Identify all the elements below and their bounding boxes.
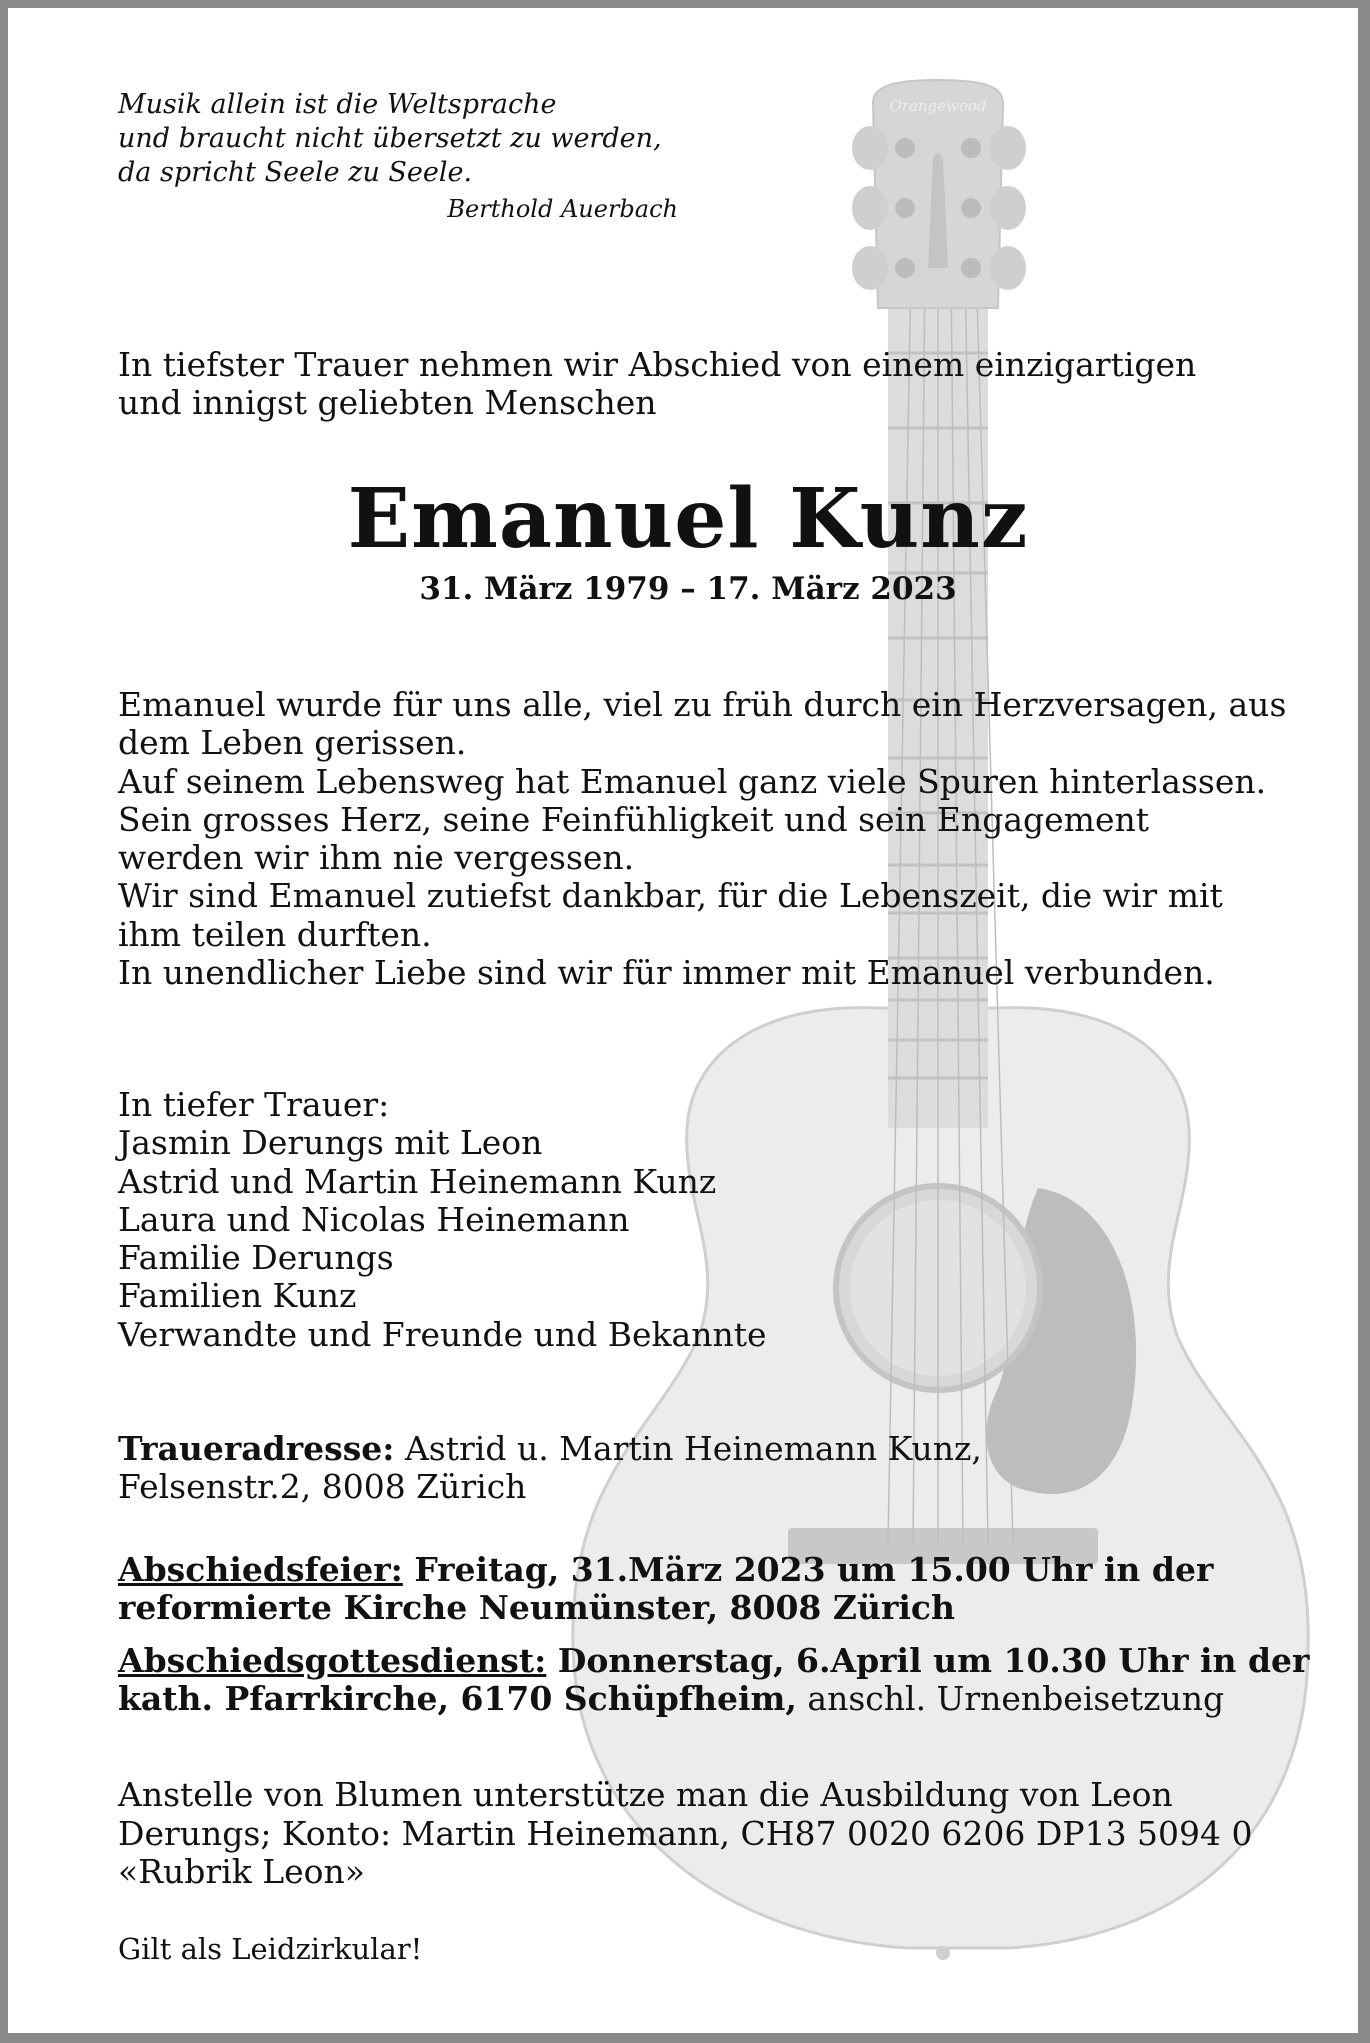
quote-line: Musik allein ist die Weltsprache: [118, 89, 557, 120]
mourner-item: Familien Kunz: [118, 1276, 357, 1316]
mourners-list: [118, 1086, 767, 1354]
tribute-line: In unendlicher Liebe sind wir für immer mit Emanuel verbunden.: [118, 953, 1215, 993]
quote-author: Berthold Auerbach: [447, 195, 678, 223]
farewell-line2: reformierte Kirche Neumünster, 8008 Zürich: [118, 1588, 955, 1627]
mourning-address: [118, 1430, 982, 1506]
donation-line: Derungs; Konto: Martin Heinemann, CH87 0020 6206 DP13 5094 0: [118, 1813, 1253, 1853]
tribute-text: [118, 686, 1286, 992]
intro-line: In tiefster Trauer nehmen wir Abschied von einem einzigartigen: [118, 345, 1197, 384]
quote-block: [118, 88, 678, 226]
mourner-item: Familie Derungs: [118, 1238, 394, 1278]
tribute-line: Auf seinem Lebensweg hat Emanuel ganz viele Spuren hinterlassen.: [118, 761, 1267, 801]
memorial-service: [118, 1642, 1309, 1718]
donation-note: [118, 1776, 1253, 1892]
donation-line: «Rubrik Leon»: [118, 1852, 365, 1891]
life-dates: 31. März 1979 – 17. März 2023: [419, 571, 957, 607]
quote-line: und braucht nicht übersetzt zu werden,: [118, 123, 662, 154]
tribute-line: Wir sind Emanuel zutiefst dankbar, für die Lebenszeit, die wir mit: [118, 876, 1223, 916]
tribute-line: Sein grosses Herz, seine Feinfühligkeit und sein Engagement: [118, 799, 1149, 839]
address-label: Traueradresse:: [118, 1429, 395, 1468]
service-line2-rest: anschl. Urnenbeisetzung: [796, 1679, 1225, 1718]
mourner-item: Jasmin Derungs mit Leon: [118, 1123, 543, 1163]
donation-line: Anstelle von Blumen unterstütze man die Ausbildung von Leon: [118, 1775, 1173, 1814]
tribute-line: dem Leben gerissen.: [118, 723, 467, 763]
address-line1: Astrid u. Martin Heinemann Kunz,: [394, 1429, 982, 1468]
farewell-line1: Freitag, 31.März 2023 um 15.00 Uhr in der: [402, 1550, 1214, 1589]
mourner-item: Verwandte und Freunde und Bekannte: [118, 1314, 767, 1354]
intro-line: und innigst geliebten Menschen: [118, 383, 657, 422]
circular-note: Gilt als Leidzirkular!: [118, 1932, 423, 1966]
tribute-line: werden wir ihm nie vergessen.: [118, 838, 635, 878]
guitar-brand-text: Orangewood: [889, 97, 987, 115]
mourner-item: Laura und Nicolas Heinemann: [118, 1199, 630, 1239]
farewell-ceremony: [118, 1551, 1213, 1627]
address-line2: Felsenstr.2, 8008 Zürich: [118, 1467, 527, 1506]
mourner-item: Astrid und Martin Heinemann Kunz: [118, 1161, 717, 1201]
service-line1: Donnerstag, 6.April um 10.30 Uhr in der: [546, 1641, 1310, 1680]
obituary-page: [8, 8, 1358, 2033]
guitar-end-pin: [936, 1946, 950, 1960]
service-label: Abschiedsgottesdienst:: [118, 1641, 547, 1680]
service-line2-bold: kath. Pfarrkirche, 6170 Schüpfheim,: [118, 1679, 797, 1718]
quote-line: da spricht Seele zu Seele.: [118, 157, 473, 188]
tribute-line: Emanuel wurde für uns alle, viel zu früh durch ein Herzversagen, aus: [118, 685, 1287, 724]
tribute-line: ihm teilen durften.: [118, 914, 432, 954]
farewell-label: Abschiedsfeier:: [118, 1550, 403, 1589]
deceased-name: Emanuel Kunz: [347, 471, 1029, 567]
mourners-heading: In tiefer Trauer:: [118, 1085, 390, 1124]
guitar-illustration: [8, 8, 1358, 2033]
intro-text: [118, 346, 1196, 422]
